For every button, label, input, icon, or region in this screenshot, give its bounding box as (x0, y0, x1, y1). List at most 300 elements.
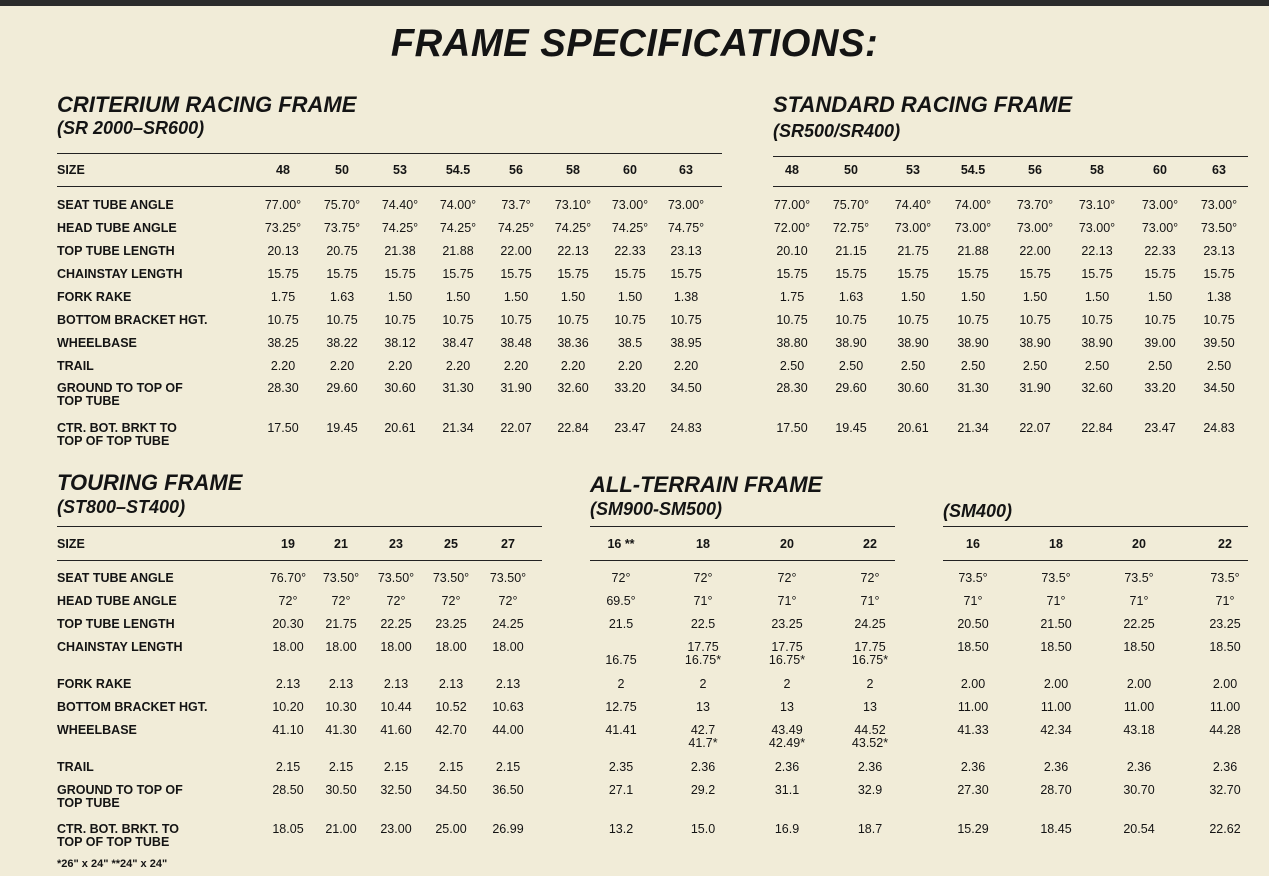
value-cell (262, 724, 314, 737)
value-line: 2.13 (495, 677, 521, 691)
row-label-line: TOP TUBE LENGTH (57, 244, 175, 258)
value-cell (766, 337, 818, 350)
value-line: 73.10° (1078, 198, 1116, 212)
value-line: 74.40° (381, 198, 419, 212)
value-cell (482, 823, 534, 836)
value-line: 1.50 (387, 290, 413, 304)
value-line: 21.5 (608, 617, 634, 631)
value-line: 24.25 (492, 617, 524, 631)
value-cell (1009, 222, 1061, 235)
value-line: 74.75° (667, 221, 705, 235)
value-cell (1009, 360, 1061, 373)
value-cell (677, 761, 729, 774)
value-cell (1030, 823, 1082, 836)
value-cell (825, 268, 877, 281)
value-line: 15.75 (897, 267, 929, 281)
value-cell (432, 382, 484, 395)
row-label-line: CHAINSTAY LENGTH (57, 640, 183, 654)
value-line: 24.25 (854, 617, 886, 631)
value-cell (316, 291, 368, 304)
value-line: 11.00 (1040, 700, 1072, 714)
value-line: 2.13 (328, 677, 354, 691)
value-cell (316, 199, 368, 212)
value-line: 73.00° (1141, 221, 1179, 235)
row-label (57, 360, 94, 373)
value-cell (1199, 678, 1251, 691)
value-cell (1009, 291, 1061, 304)
value-line: 2.15 (438, 760, 464, 774)
value-line: 73.00° (894, 221, 932, 235)
value-line: 1.38 (1206, 290, 1232, 304)
value-line: 18.05 (272, 822, 304, 836)
value-line: 41.41 (605, 723, 637, 737)
value-line: 20.50 (957, 617, 989, 631)
value-line: 18.7 (857, 822, 883, 836)
value-line: 34.50 (435, 783, 467, 797)
value-cell (262, 701, 314, 714)
value-cell (887, 314, 939, 327)
value-line: 42.34 (1040, 723, 1072, 737)
value-line: 34.50 (670, 381, 702, 395)
value-cell (315, 678, 367, 691)
value-line: 2.36 (1126, 760, 1152, 774)
row-label (57, 314, 207, 327)
row-label (57, 222, 177, 235)
value-cell (1193, 314, 1245, 327)
value-line: 71° (1215, 594, 1235, 608)
value-line: 74.25° (381, 221, 419, 235)
row-label-line: TOP TUBE LENGTH (57, 617, 175, 631)
value-line: 72° (498, 594, 518, 608)
header-rule (57, 560, 542, 561)
row-label (57, 618, 175, 631)
value-line: 18.50 (1040, 640, 1072, 654)
value-cell (766, 199, 818, 212)
value-cell (547, 245, 599, 258)
top-border (0, 0, 1269, 6)
value-cell (604, 199, 656, 212)
value-cell (887, 337, 939, 350)
row-label-line: TOP TUBE (57, 796, 120, 810)
value-line: 18.00 (380, 640, 412, 654)
value-line: 42.7 (690, 723, 716, 737)
size-label: SIZE (57, 163, 85, 177)
value-line: 15.75 (670, 267, 702, 281)
row-label (57, 701, 207, 714)
row-label-line: CTR. BOT. BRKT TO (57, 421, 177, 435)
value-cell (425, 678, 477, 691)
value-line: 72° (860, 571, 880, 585)
value-line: 10.30 (325, 700, 357, 714)
value-line: 74.40° (894, 198, 932, 212)
value-cell (677, 724, 729, 750)
value-line: 18.00 (325, 640, 357, 654)
value-cell (947, 572, 999, 585)
value-cell (1199, 761, 1251, 774)
value-line: 21.50 (1040, 617, 1072, 631)
value-line: 24.83 (670, 421, 702, 435)
value-cell (660, 422, 712, 435)
size-5: 58 (566, 163, 580, 177)
value-cell (1134, 222, 1186, 235)
value-cell (766, 314, 818, 327)
value-cell (1193, 382, 1245, 395)
value-line: 17.75 (854, 640, 886, 654)
value-cell (1113, 701, 1165, 714)
value-line: 42.70 (435, 723, 467, 737)
value-cell (1199, 724, 1251, 737)
standard-rule (773, 156, 1248, 157)
value-line: 20.54 (1123, 822, 1155, 836)
value-cell (844, 641, 896, 667)
value-cell (316, 268, 368, 281)
value-cell (1030, 701, 1082, 714)
value-line: 2.36 (1043, 760, 1069, 774)
value-line: 32.50 (380, 783, 412, 797)
value-cell (825, 422, 877, 435)
value-cell (1134, 382, 1186, 395)
value-cell (482, 701, 534, 714)
value-line: 11.00 (1209, 700, 1241, 714)
value-line: 1.38 (673, 290, 699, 304)
value-cell (1009, 382, 1061, 395)
criterium-models: (SR 2000–SR600) (57, 118, 205, 138)
value-line: 21.88 (957, 244, 989, 258)
value-cell (1030, 724, 1082, 737)
value-cell (1009, 337, 1061, 350)
value-line: 43.52* (851, 736, 889, 750)
value-line: 2.50 (1206, 359, 1232, 373)
value-line: 1.50 (445, 290, 471, 304)
value-line: 71° (693, 594, 713, 608)
value-line: 73.50° (489, 571, 527, 585)
value-line: 41.60 (380, 723, 412, 737)
value-cell (887, 199, 939, 212)
value-cell (1134, 268, 1186, 281)
value-line: 74.25° (611, 221, 649, 235)
value-cell (887, 268, 939, 281)
value-cell (432, 360, 484, 373)
value-cell (761, 678, 813, 691)
value-cell (432, 222, 484, 235)
value-line: 38.12 (384, 336, 416, 350)
value-line: 23.25 (435, 617, 467, 631)
value-line: 72° (777, 571, 797, 585)
value-line: 72° (386, 594, 406, 608)
value-line: 15.75 (614, 267, 646, 281)
value-cell (1193, 291, 1245, 304)
value-cell (677, 572, 729, 585)
value-cell (1030, 641, 1082, 654)
value-cell (947, 724, 999, 737)
value-cell (425, 595, 477, 608)
value-line: 72.75° (832, 221, 870, 235)
value-line: 1.50 (1084, 290, 1110, 304)
value-cell (1199, 572, 1251, 585)
value-line: 72° (441, 594, 461, 608)
footnote: *26" x 24" **24" x 24" (57, 858, 168, 870)
value-cell (766, 422, 818, 435)
value-cell (825, 291, 877, 304)
value-line: 10.75 (670, 313, 702, 327)
value-line: 15.75 (557, 267, 589, 281)
value-cell (1134, 337, 1186, 350)
value-line: 19.45 (326, 421, 358, 435)
value-cell (604, 245, 656, 258)
row-label-line: CTR. BOT. BRKT. TO (57, 822, 179, 836)
value-line: 38.90 (897, 336, 929, 350)
value-line: 2.50 (1084, 359, 1110, 373)
value-cell (604, 314, 656, 327)
row-label (57, 761, 94, 774)
value-line: 73.10° (554, 198, 592, 212)
value-cell (825, 314, 877, 327)
value-cell (947, 701, 999, 714)
value-line: 10.75 (1019, 313, 1051, 327)
value-cell (844, 572, 896, 585)
value-cell (315, 641, 367, 654)
value-cell (1199, 618, 1251, 631)
value-cell (1199, 701, 1251, 714)
value-line: 15.75 (500, 267, 532, 281)
value-line: 15.75 (1203, 267, 1235, 281)
size-3: 54.5 (960, 163, 986, 177)
value-line: 41.33 (957, 723, 989, 737)
value-cell (432, 422, 484, 435)
value-line: 16.9 (774, 822, 800, 836)
value-line: 1.50 (900, 290, 926, 304)
value-line: 10.75 (442, 313, 474, 327)
value-line: 44.52 (854, 723, 886, 737)
row-label-line: SEAT TUBE ANGLE (57, 571, 174, 585)
value-line: 44.00 (492, 723, 524, 737)
value-cell (947, 268, 999, 281)
value-line: 77.00° (264, 198, 302, 212)
value-line: 31.30 (442, 381, 474, 395)
value-cell (315, 784, 367, 797)
value-cell (1134, 422, 1186, 435)
value-line: 23.13 (1203, 244, 1235, 258)
value-cell (677, 678, 729, 691)
value-cell (374, 245, 426, 258)
value-cell (1134, 314, 1186, 327)
value-cell (947, 618, 999, 631)
value-line: 2.15 (275, 760, 301, 774)
value-line: 10.44 (380, 700, 412, 714)
value-cell (482, 641, 534, 654)
value-cell (1009, 245, 1061, 258)
value-line: 73.00° (611, 198, 649, 212)
value-line: 38.90 (1019, 336, 1051, 350)
value-line: 31.30 (957, 381, 989, 395)
value-line: 2 (617, 677, 625, 691)
value-cell (1009, 422, 1061, 435)
value-cell (490, 337, 542, 350)
value-line: 2.20 (503, 359, 529, 373)
size-2: 23 (389, 537, 403, 551)
value-line: 43.18 (1123, 723, 1155, 737)
value-line: 1.50 (1147, 290, 1173, 304)
value-line: 2.20 (387, 359, 413, 373)
value-cell (490, 422, 542, 435)
value-cell (761, 784, 813, 797)
value-cell (1071, 245, 1123, 258)
value-line: 18.50 (1123, 640, 1155, 654)
value-line: 71° (963, 594, 983, 608)
value-line: 72° (611, 571, 631, 585)
size-2: 20 (780, 537, 794, 551)
value-line: 74.25° (554, 221, 592, 235)
value-line: 10.75 (326, 313, 358, 327)
value-line: 73.75° (323, 221, 361, 235)
value-cell (947, 245, 999, 258)
value-cell (490, 291, 542, 304)
value-line: 1.50 (1022, 290, 1048, 304)
value-line: 22.07 (500, 421, 532, 435)
value-cell (374, 337, 426, 350)
value-cell (315, 572, 367, 585)
value-cell (374, 382, 426, 395)
value-line: 18.50 (1209, 640, 1241, 654)
value-line: 13.2 (608, 822, 634, 836)
value-line: 13 (780, 700, 794, 714)
value-line: 38.48 (500, 336, 532, 350)
value-line: 2.00 (1126, 677, 1152, 691)
value-line: 25.00 (435, 822, 467, 836)
value-line: 74.25° (497, 221, 535, 235)
value-cell (766, 360, 818, 373)
value-line: 10.75 (500, 313, 532, 327)
value-cell (432, 337, 484, 350)
size-label: SIZE (57, 537, 85, 551)
value-cell (595, 724, 647, 737)
value-line: 2.20 (673, 359, 699, 373)
value-cell (490, 314, 542, 327)
value-cell (825, 360, 877, 373)
value-line: 23.00 (380, 822, 412, 836)
value-cell (374, 291, 426, 304)
value-line: 73.5° (1124, 571, 1154, 585)
value-cell (660, 382, 712, 395)
value-line: 73.50° (322, 571, 360, 585)
value-line: 71° (777, 594, 797, 608)
value-line: 73.00° (667, 198, 705, 212)
size-1: 21 (334, 537, 348, 551)
size-1: 18 (696, 537, 710, 551)
value-cell (677, 784, 729, 797)
value-cell (844, 618, 896, 631)
value-cell (947, 291, 999, 304)
value-line: 28.50 (272, 783, 304, 797)
value-line: 36.50 (492, 783, 524, 797)
value-cell (257, 199, 309, 212)
value-cell (947, 823, 999, 836)
value-line: 1.50 (617, 290, 643, 304)
value-line: 22.25 (380, 617, 412, 631)
value-line: 31.90 (1019, 381, 1051, 395)
value-cell (1199, 823, 1251, 836)
value-cell (490, 222, 542, 235)
value-cell (1134, 199, 1186, 212)
value-line: 2.20 (560, 359, 586, 373)
value-cell (1030, 761, 1082, 774)
value-cell (262, 784, 314, 797)
value-cell (1193, 222, 1245, 235)
value-line: 19.45 (835, 421, 867, 435)
value-line: 20.61 (897, 421, 929, 435)
value-line: 39.00 (1144, 336, 1176, 350)
value-cell (595, 701, 647, 714)
row-label-line: BOTTOM BRACKET HGT. (57, 700, 208, 714)
size-4: 27 (501, 537, 515, 551)
value-line: 2.20 (617, 359, 643, 373)
value-cell (604, 360, 656, 373)
size-2: 53 (393, 163, 407, 177)
row-label (57, 724, 137, 737)
value-cell (595, 572, 647, 585)
value-cell (1193, 337, 1245, 350)
value-cell (604, 222, 656, 235)
value-cell (1113, 595, 1165, 608)
value-line: 30.70 (1123, 783, 1155, 797)
value-cell (887, 422, 939, 435)
value-cell (844, 701, 896, 714)
row-label (57, 595, 177, 608)
value-line: 2.50 (1147, 359, 1173, 373)
allterrain-rule (590, 526, 895, 527)
value-line: 10.75 (1144, 313, 1176, 327)
value-line: 30.60 (897, 381, 929, 395)
value-line: 2 (783, 677, 791, 691)
value-cell (595, 641, 647, 667)
value-line: 1.63 (838, 290, 864, 304)
value-line: 32.60 (1081, 381, 1113, 395)
size-6: 60 (623, 163, 637, 177)
value-cell (482, 618, 534, 631)
value-cell (761, 641, 813, 667)
row-label (57, 199, 174, 212)
row-label-line: WHEELBASE (57, 336, 137, 350)
row-label-line: HEAD TUBE ANGLE (57, 594, 177, 608)
value-line: 32.60 (557, 381, 589, 395)
value-cell (1030, 784, 1082, 797)
value-line: 10.75 (557, 313, 589, 327)
value-line: 30.50 (325, 783, 357, 797)
value-line: 29.60 (326, 381, 358, 395)
value-cell (761, 618, 813, 631)
size-0: 16 ** (607, 537, 635, 551)
value-cell (1030, 572, 1082, 585)
value-line: 31.90 (500, 381, 532, 395)
value-line: 20.75 (326, 244, 358, 258)
value-line: 71° (860, 594, 880, 608)
value-cell (262, 595, 314, 608)
value-line: 30.60 (384, 381, 416, 395)
value-cell (887, 291, 939, 304)
value-cell (257, 222, 309, 235)
value-cell (482, 761, 534, 774)
value-cell (370, 761, 422, 774)
row-label (57, 784, 183, 810)
value-line: 2 (699, 677, 707, 691)
value-line: 73.00° (1141, 198, 1179, 212)
value-cell (315, 724, 367, 737)
value-line: 21.15 (835, 244, 867, 258)
value-cell (482, 678, 534, 691)
value-cell (432, 245, 484, 258)
value-line: 10.75 (614, 313, 646, 327)
value-line: 22.07 (1019, 421, 1051, 435)
